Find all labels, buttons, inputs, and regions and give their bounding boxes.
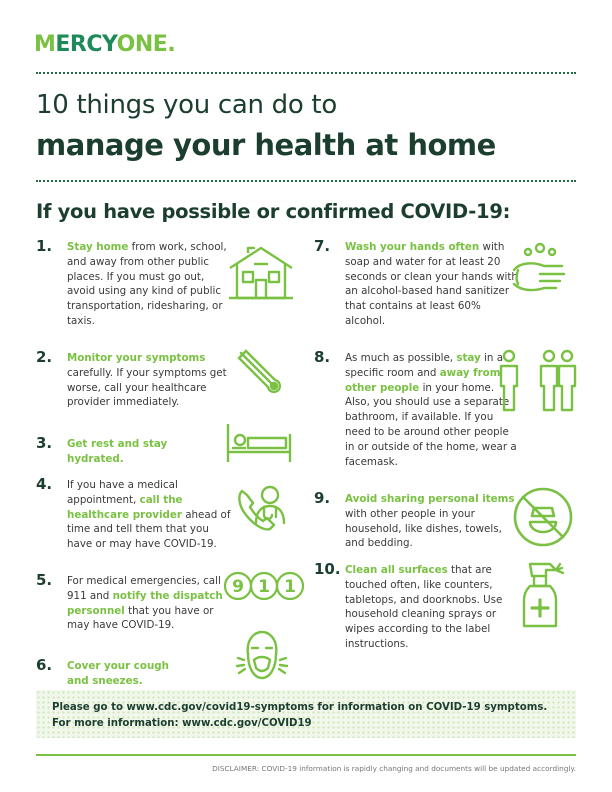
- digit-label: 1: [284, 577, 296, 597]
- page-title-line2: manage your health at home: [36, 128, 496, 162]
- thermometer-icon: [236, 348, 288, 400]
- tip-number: 10.: [314, 560, 341, 578]
- info-footer-box: [36, 690, 576, 738]
- tip-number: 5.: [36, 571, 53, 589]
- 911-icon: [224, 570, 304, 602]
- tip-number: 2.: [36, 348, 53, 366]
- tip-number: 8.: [314, 348, 331, 366]
- tip-number: 3.: [36, 434, 53, 452]
- tip-number: 9.: [314, 489, 331, 507]
- mercyone-logo: MERCYONE.: [34, 32, 176, 57]
- footer-divider: [36, 754, 576, 756]
- people-distance-icon: [497, 348, 577, 412]
- house-icon: [226, 244, 296, 300]
- page-title-line1: 10 things you can do to: [36, 90, 337, 120]
- digit-label: 1: [258, 577, 270, 597]
- dotted-divider-title: [36, 180, 576, 182]
- section-heading: If you have possible or confirmed COVID-19:: [36, 200, 511, 223]
- cough-icon: [234, 628, 290, 684]
- tip-text: Wash your hands often with soap and water for at least 20 seconds or clean your hands with an alcohol-based hand sanitizer that contains at least 60% alcohol.: [345, 241, 518, 327]
- dotted-divider-top: [36, 72, 576, 74]
- handwash-icon: [510, 240, 572, 300]
- tip-text: Monitor your symptoms carefully. If your symptoms get worse, call your healthcare provider immediately.: [67, 352, 227, 409]
- tip-number: 1.: [36, 237, 53, 255]
- tip-number: 4.: [36, 475, 53, 493]
- tip-text: As much as possible, stay in a specific room and away from other people in your home. Also, you should use a separate bathroom, if available. If you need to be around other people in or outside of the home, wear a facemask.: [345, 352, 517, 468]
- tip-text: Avoid sharing personal items with other people in your household, like dishes, towels, and bedding.: [345, 493, 515, 550]
- tip-text: Clean all surfaces that are touched often, like counters, tabletops, and doorknobs. Use household cleaning sprays or wipes according to the label instructions.: [345, 564, 503, 650]
- tip-text: Stay home from work, school, and away from other public places. If you must go out, avoid using any kind of public transportation, ridesharing, or taxis.: [67, 241, 227, 327]
- more-info-text: For more information: www.cdc.gov/COVID19: [52, 718, 312, 729]
- bed-rest-icon: [224, 420, 294, 464]
- symptoms-info-text: Please go to www.cdc.gov/covid19-symptoms for information on COVID-19 symptoms.: [52, 702, 548, 713]
- disclaimer-text: DISCLAIMER: COVID-19 information is rapidly changing and documents will be updated accordingly.: [212, 764, 576, 773]
- tip-text: Get rest and stay hydrated.: [67, 438, 168, 465]
- tip-text: Cover your cough and sneezes.: [67, 660, 169, 687]
- tip-number: 6.: [36, 656, 53, 674]
- digit-label: 9: [232, 577, 244, 597]
- tip-number: 7.: [314, 237, 331, 255]
- tip-text: For medical emergencies, call 911 and notify the dispatch personnel that you have or may have COVID-19.: [67, 575, 223, 632]
- tip-text: If you have a medical appointment, call the healthcare provider ahead of time and tell them that you have or may have COVID-19.: [67, 479, 231, 551]
- phone-doctor-icon: [234, 479, 294, 537]
- no-sharing-icon: [512, 486, 574, 548]
- spray-bottle-icon: [516, 560, 570, 630]
